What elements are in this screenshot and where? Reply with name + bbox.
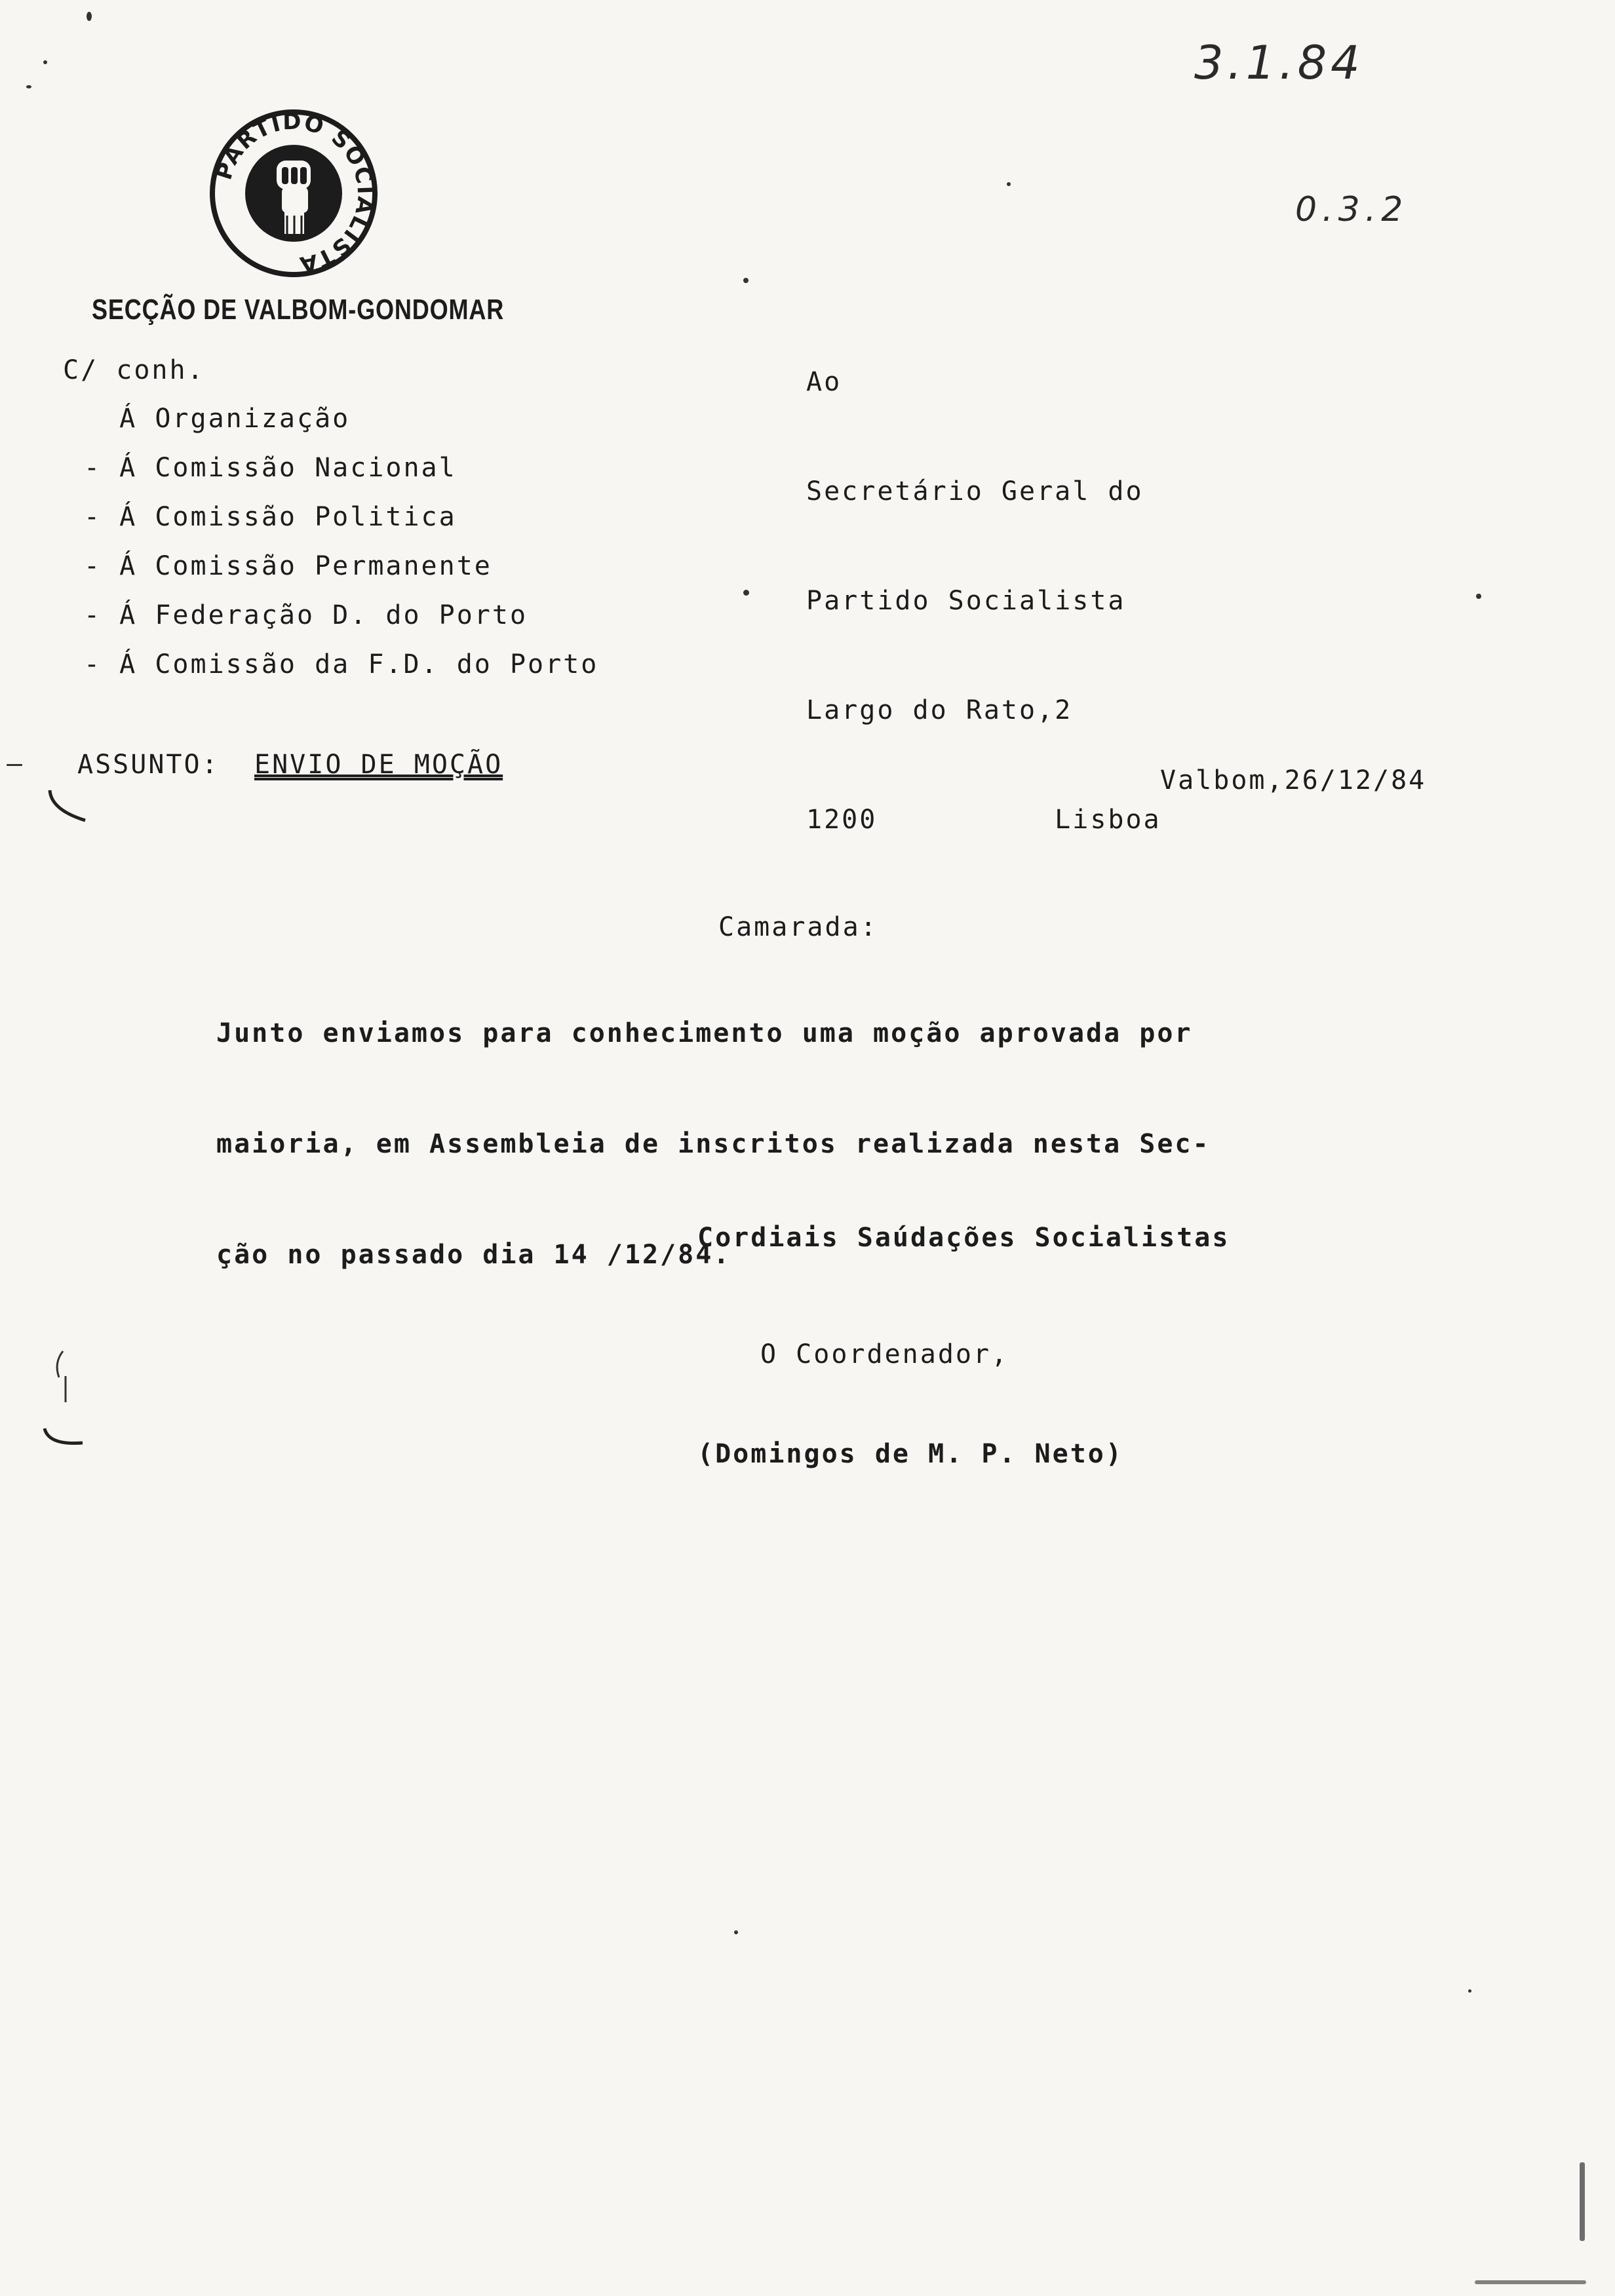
scan-speck xyxy=(734,1930,738,1934)
scan-speck xyxy=(26,85,31,88)
margin-dash xyxy=(7,764,22,766)
subject-value: ENVIO DE MOÇÃO xyxy=(254,750,503,780)
body-line: Junto enviamos para conhecimento uma moção aprovada por xyxy=(216,1018,1193,1048)
recipient-address xyxy=(806,307,1161,884)
cc-item: - Á Comissão da F.D. do Porto xyxy=(84,649,599,679)
scan-speck xyxy=(1476,594,1481,599)
scan-speck xyxy=(743,590,749,596)
scan-speck xyxy=(1468,1989,1471,1993)
cc-item: - Á Comissão Politica xyxy=(84,502,457,532)
signer-name: (Domingos de M. P. Neto) xyxy=(697,1439,1123,1469)
margin-bracket-mark xyxy=(46,786,92,826)
place-date: Valbom,26/12/84 xyxy=(1160,765,1427,795)
section-name: SECÇÃO DE VALBOM-GONDOMAR xyxy=(92,294,505,326)
fist-emblem-icon xyxy=(208,108,379,278)
body-line: ção no passado dia 14 /12/84. xyxy=(216,1240,731,1270)
cc-item: - Á Comissão Permanente xyxy=(84,551,492,581)
scan-speck xyxy=(1007,182,1011,186)
scan-edge-mark xyxy=(1580,2162,1585,2241)
cc-item: Á Organização xyxy=(84,404,351,434)
cc-heading: C/ conh. xyxy=(63,355,205,385)
letter-body xyxy=(216,958,1211,1320)
svg-text:PARTIDO SOCIALISTA: PARTIDO SOCIALISTA xyxy=(210,108,379,278)
scan-edge-mark xyxy=(1475,2280,1586,2284)
recipient-line: Partido Socialista xyxy=(806,586,1126,616)
scan-speck xyxy=(87,12,92,21)
recipient-line: Largo do Rato,2 xyxy=(806,695,1073,725)
handwritten-reference: 0.3.2 xyxy=(1295,190,1409,229)
signer-title: O Coordenador, xyxy=(760,1339,1009,1369)
body-line: maioria, em Assembleia de inscritos realizada nesta Sec- xyxy=(216,1129,1211,1159)
scan-speck xyxy=(743,278,749,283)
margin-bracket-mark xyxy=(39,1337,98,1455)
handwritten-date: 3.1.84 xyxy=(1194,36,1364,90)
cc-item: - Á Comissão Nacional xyxy=(84,453,457,483)
cc-item: - Á Federação D. do Porto xyxy=(84,600,528,630)
salutation: Camarada: xyxy=(718,912,878,942)
scan-speck xyxy=(43,60,47,64)
closing: Cordiais Saúdações Socialistas xyxy=(697,1223,1230,1253)
recipient-line: Secretário Geral do xyxy=(806,476,1144,507)
recipient-line: Ao xyxy=(806,367,842,397)
party-logo xyxy=(208,108,379,278)
recipient-line: 1200 Lisboa xyxy=(806,805,1161,835)
subject-label: ASSUNTO: xyxy=(77,750,220,780)
